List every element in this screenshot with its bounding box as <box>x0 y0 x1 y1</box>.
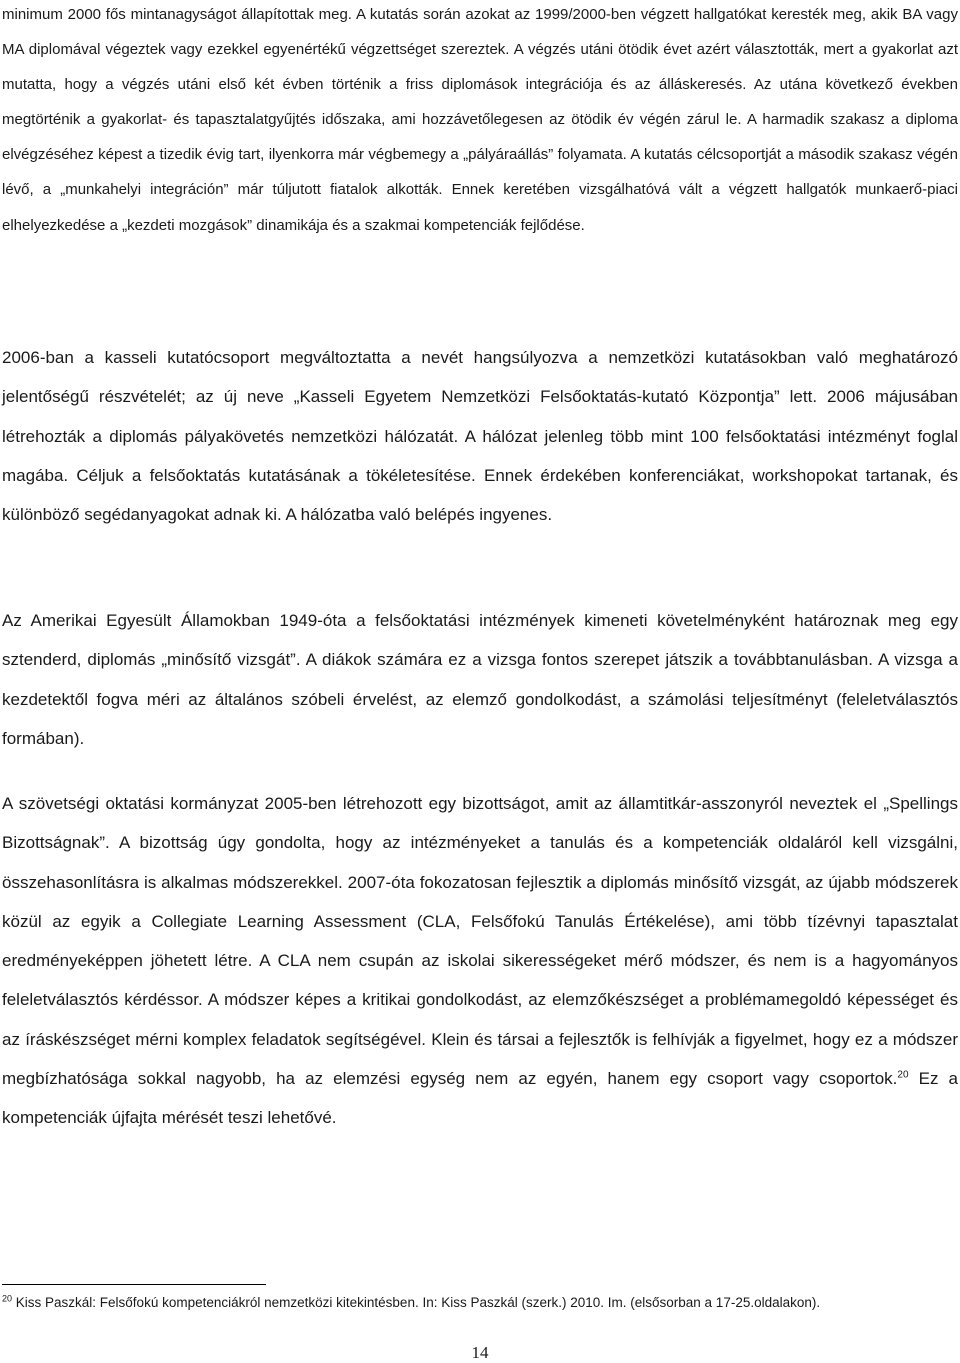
paragraph-4-tail: Ez a kompetenciák újfajta mérését teszi lehetővé. <box>2 1069 958 1128</box>
paragraph-1: minimum 2000 fős mintanagyságot állapítottak meg. A kutatás során azokat az 1999/2000-ben végzett hallgatókat keresték meg, akik BA vagy MA diplomával végeztek vagy ezekkel egyenértékű végzettséget szereztek. A végzés utáni ötödik évet azért választották, mert a gyakorlat azt mutatta, hogy a végzés utáni első két évben történik a friss diplomások integrációja és az álláskeresés. Az utána következő években megtörténik a gyakorlat- és tapasztalatgyűjtés időszaka, ami hozzávetőlegesen az ötödik év végén zárul le. A harmadik szakasz a diploma elvégzéséhez képest a tizedik évig tart, ilyenkorra már végbemegy a „pályáraállás” folyamata. A kutatás célcsoportját a második szakasz végén lévő, a „munkahelyi integráción” már túljutott fiatalok alkották. Ennek keretében vizsgálhatóvá vált a végzett hallgatók munkaerő-piaci elhelyezkedése a „kezdeti mozgások” dinamikája és a szakmai kompetenciák fejlődése. <box>2 6 958 234</box>
paragraph-4-body: A szövetségi oktatási kormányzat 2005-ben létrehozott egy bizottságot, amit az államtitkár-asszonyról neveztek el „Spellings Bizottságnak”. A bizottság úgy gondolta, hogy az intézményeket a tanulás és a kompetenciák oldaláról kell vizsgálni, összehasonlításra is alkalmas módszerekkel. 2007-óta fokozatosan fejlesztik a diplomás minősítő vizsgát, az újabb módszerek közül az egyik a Collegiate Learning Assessment (CLA, Felsőfokú Tanulás Értékelése), ami több tízévnyi tapasztalat eredményeképpen jöhetett létre. A CLA nem csupán az iskolai sikerességeket mérő módszer, és nem is a hagyományos feleletválasztós kérdéssor. A módszer képes a kritikai gondolkodást, az elemzőkészséget a problémamegoldó képességet és az íráskészséget mérni komplex feladatok segítségével. Klein és társai a fejlesztők is felhívják a figyelmet, hogy ez a módszer megbízhatósága sokkal nagyobb, ha az elemzési egység nem az egyén, hanem egy csoport vagy csoportok. <box>2 794 958 1089</box>
paragraph-2: 2006-ban a kasseli kutatócsoport megváltoztatta a nevét hangsúlyozva a nemzetközi kutatásokban való meghatározó jelentőségű részvételét; az új neve „Kasseli Egyetem Nemzetközi Felsőoktatás-kutató Központja” lett. 2006 májusában létrehozták a diplomás pályakövetés nemzetközi hálózatát. A hálózat jelenleg több mint 100 felsőoktatási intézményt foglal magába. Céljuk a felsőoktatás kutatásának a tökéletesítése. Ennek érdekében konferenciákat, workshopokat tartanak, és különböző segédanyagokat adnak ki. A hálózatba való belépés ingyenes. <box>2 348 958 525</box>
footnote <box>2 1292 902 1314</box>
page-number: 14 <box>471 1343 489 1362</box>
footnote-divider <box>2 1284 266 1285</box>
paragraph-4 <box>2 784 958 1138</box>
footnote-text: Kiss Paszkál: Felsőfokú kompetenciákról nemzetközi kitekintésben. In: Kiss Paszkál (szerk.) 2010. Im. (elsősorban a 17-25.oldalakon). <box>12 1295 821 1310</box>
paragraph-3: Az Amerikai Egyesült Államokban 1949-óta a felsőoktatási intézmények kimeneti követelményként határoznak meg egy sztenderd, diplomás „minősítő vizsgát”. A diákok számára ez a vizsga fontos szerepet játszik a továbbtanulásban. A vizsga a kezdetektől fogva méri az általános szóbeli érvelést, az elemző gondolkodást, a számolási teljesítményt (feleletválasztós formában). <box>2 611 958 748</box>
footnote-number: 20 <box>2 1293 13 1304</box>
footnote-reference[interactable]: 20 <box>897 1069 909 1081</box>
